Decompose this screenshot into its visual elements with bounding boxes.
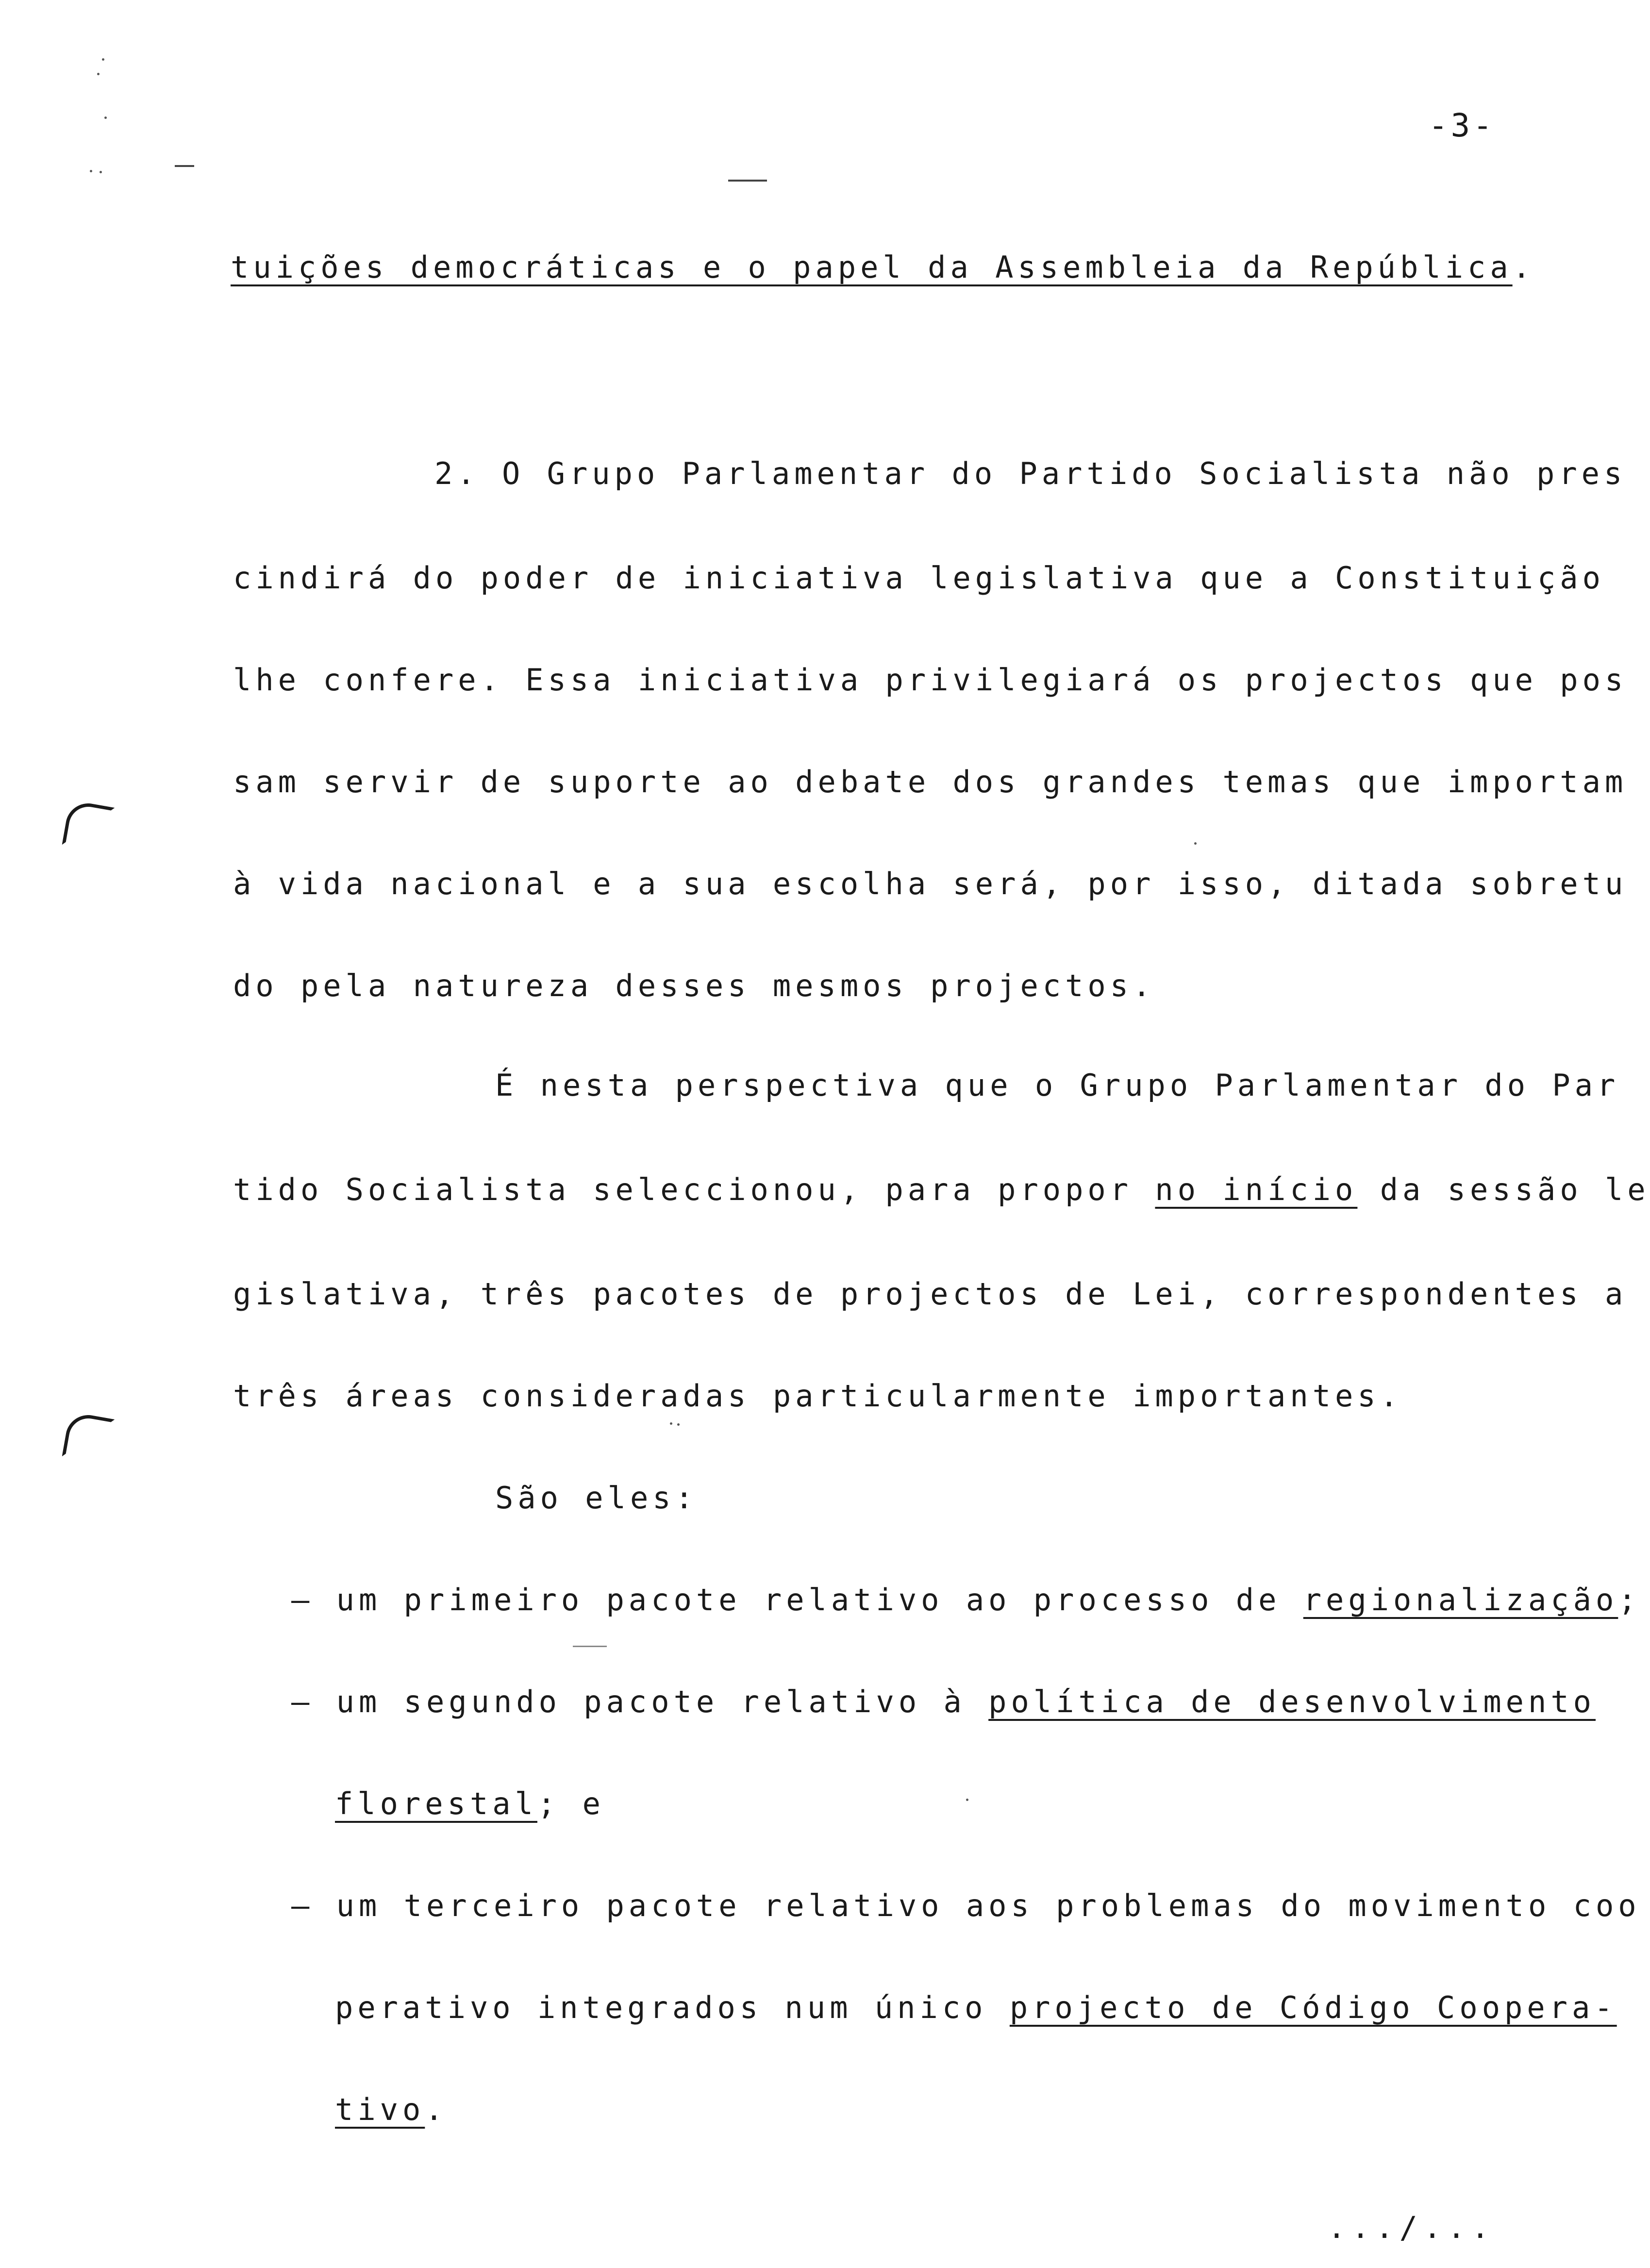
text-line — [233, 1172, 1650, 1207]
list-item-continuation — [335, 2092, 448, 2127]
underlined-text: tuições democráticas e o papel da Assembleia da República — [231, 250, 1513, 285]
list-item — [291, 1684, 1596, 1719]
underlined-text: regionalização — [1303, 1582, 1618, 1618]
list-item — [291, 1582, 1641, 1618]
list-intro: São eles: — [495, 1480, 698, 1516]
text-line: cindirá do poder de iniciativa legislativa que a Constituição — [233, 560, 1605, 596]
text-segment: ; e — [537, 1786, 605, 1821]
text-segment: um primeiro pacote relativo ao processo de — [336, 1582, 1303, 1618]
scan-dash — [728, 180, 767, 182]
punctuation: . — [1512, 250, 1535, 285]
text-segment: perativo integrados num único — [335, 1990, 1010, 2025]
punch-hole-mark — [62, 800, 115, 853]
underlined-text: no início — [1155, 1172, 1358, 1207]
punch-hole-mark — [62, 1412, 115, 1465]
text-line: à vida nacional e a sua escolha será, por isso, ditada sobretu — [233, 866, 1628, 901]
underlined-text: política de desenvolvimento — [988, 1684, 1596, 1719]
text-line: três áreas consideradas particularmente importantes. — [233, 1378, 1403, 1414]
text-line: sam servir de suporte ao debate dos grandes temas que importam — [233, 764, 1628, 800]
text-line — [231, 252, 1535, 283]
text-segment: da sessão le — [1357, 1172, 1650, 1207]
continuation-marker: .../... — [1327, 2210, 1495, 2245]
underlined-text: projecto de Código Coopera- — [1009, 1990, 1617, 2025]
text-line: gislativa, três pacotes de projectos de Lei, correspondentes a — [233, 1276, 1628, 1312]
underlined-text: florestal — [335, 1786, 537, 1821]
list-dash: – — [291, 1888, 314, 1923]
text-segment: um segundo pacote relativo à — [336, 1684, 989, 1719]
list-item — [291, 1888, 1641, 1923]
list-item-continuation — [335, 1990, 1617, 2025]
text-segment: tido Socialista seleccionou, para propor — [233, 1172, 1155, 1207]
underlined-text: tivo — [335, 2092, 425, 2127]
page-number: -3- — [1428, 107, 1495, 144]
text-line: 2. O Grupo Parlamentar do Partido Socialista não pres — [434, 456, 1627, 491]
scan-dash — [573, 1646, 607, 1647]
text-segment: um terceiro pacote relativo aos problemas do movimento coo — [336, 1888, 1641, 1923]
scan-dash — [175, 165, 194, 167]
list-item-continuation — [335, 1786, 605, 1821]
list-dash: – — [291, 1582, 314, 1618]
text-line: do pela natureza desses mesmos projectos. — [233, 968, 1155, 1003]
list-dash: – — [291, 1684, 314, 1719]
text-segment: ; — [1618, 1582, 1641, 1618]
text-line: lhe confere. Essa iniciativa privilegiará os projectos que pos — [233, 662, 1628, 698]
text-line: É nesta perspectiva que o Grupo Parlamentar do Par — [495, 1067, 1620, 1103]
text-segment: . — [425, 2092, 448, 2127]
